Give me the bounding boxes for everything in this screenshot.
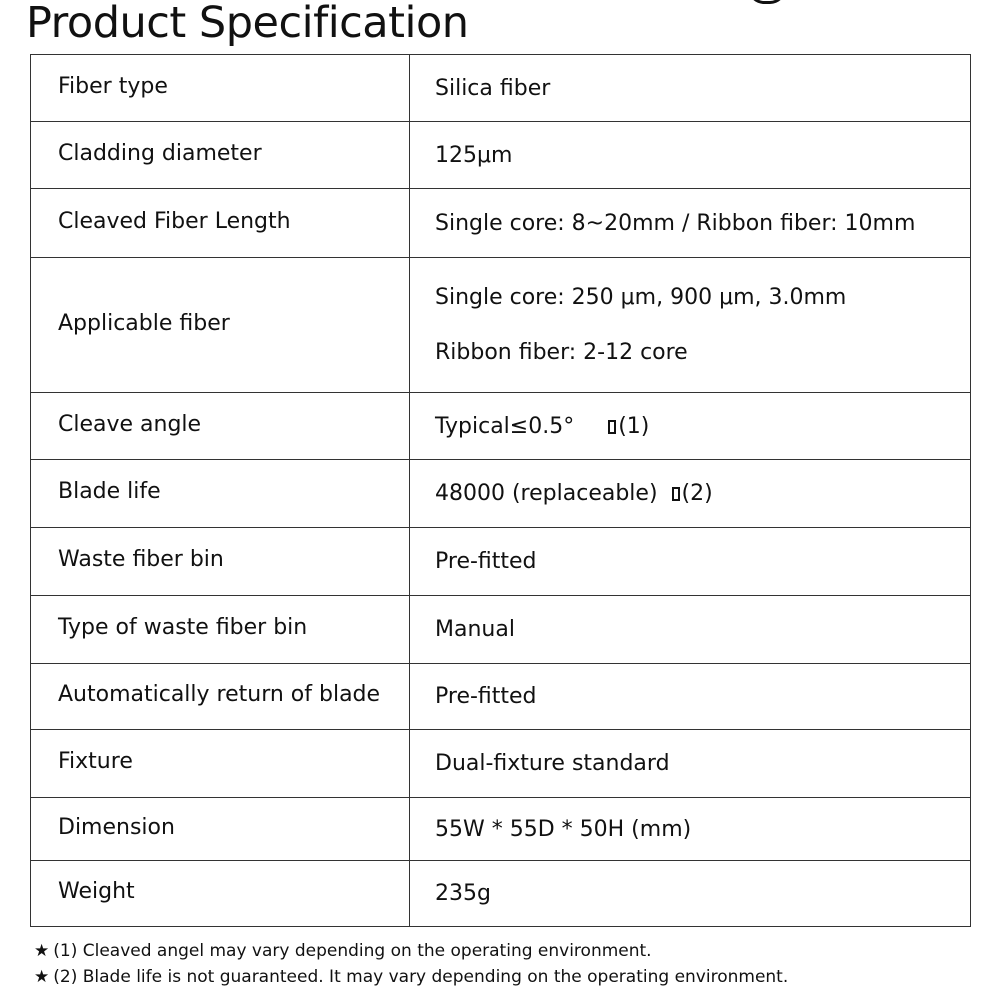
spec-value: Pre-fitted <box>410 664 971 730</box>
spec-value: Typical≤0.5° <box>435 413 575 439</box>
spec-value-cell <box>410 258 971 393</box>
spec-value: Pre-fitted <box>410 528 971 596</box>
star-icon: ★ <box>34 967 50 987</box>
footnotes <box>34 938 788 990</box>
table-row <box>31 189 971 258</box>
spec-value: Single core: 8~20mm / Ribbon fiber: 10mm <box>410 189 971 258</box>
spec-value: Dual-fixture standard <box>410 730 971 798</box>
footnote-ref: (1) <box>618 413 650 439</box>
footnote-text: (1) Cleaved angel may vary depending on the operating environment. <box>53 941 652 961</box>
partial-logo-mark <box>748 0 786 4</box>
footnote <box>34 938 788 964</box>
spec-value-secondary: Ribbon fiber: 2-12 core <box>435 340 688 365</box>
table-row <box>31 460 971 528</box>
spec-value: 125μm <box>410 122 971 189</box>
spec-label: Automatically return of blade <box>31 664 410 730</box>
spec-label: Weight <box>31 861 410 927</box>
table-row <box>31 664 971 730</box>
table-row <box>31 258 971 393</box>
spec-value: Silica fiber <box>410 55 971 122</box>
table-row <box>31 798 971 861</box>
spec-value: 235g <box>410 861 971 927</box>
spec-value: 48000 (replaceable) <box>435 481 658 506</box>
footnote-ref: (2) <box>681 481 713 506</box>
spec-value: Single core: 250 μm, 900 μm, 3.0mm <box>435 285 847 310</box>
table-row <box>31 55 971 122</box>
table-row <box>31 730 971 798</box>
footnote <box>34 964 788 990</box>
spec-value: 55W * 55D * 50H (mm) <box>410 798 971 861</box>
spec-label: Cleave angle <box>31 393 410 460</box>
table-row <box>31 393 971 460</box>
spec-label: Fiber type <box>31 55 410 122</box>
spec-table <box>30 54 971 927</box>
spec-label: Type of waste fiber bin <box>31 596 410 664</box>
table-row <box>31 122 971 189</box>
spec-value-cell <box>410 460 971 528</box>
footnote-box-icon <box>608 420 616 434</box>
spec-label: Dimension <box>31 798 410 861</box>
spec-label: Blade life <box>31 460 410 528</box>
footnote-text: (2) Blade life is not guaranteed. It may vary depending on the operating environment. <box>53 967 789 987</box>
star-icon: ★ <box>34 941 50 961</box>
spec-label: Fixture <box>31 730 410 798</box>
spec-label: Cleaved Fiber Length <box>31 189 410 258</box>
spec-label: Cladding diameter <box>31 122 410 189</box>
table-row <box>31 596 971 664</box>
spec-label: Waste fiber bin <box>31 528 410 596</box>
footnote-box-icon <box>672 487 680 501</box>
spec-value-cell <box>410 393 971 460</box>
table-row <box>31 861 971 927</box>
spec-value: Manual <box>410 596 971 664</box>
table-row <box>31 528 971 596</box>
spec-label: Applicable fiber <box>31 258 410 393</box>
page-title: Product Specification <box>26 0 469 48</box>
